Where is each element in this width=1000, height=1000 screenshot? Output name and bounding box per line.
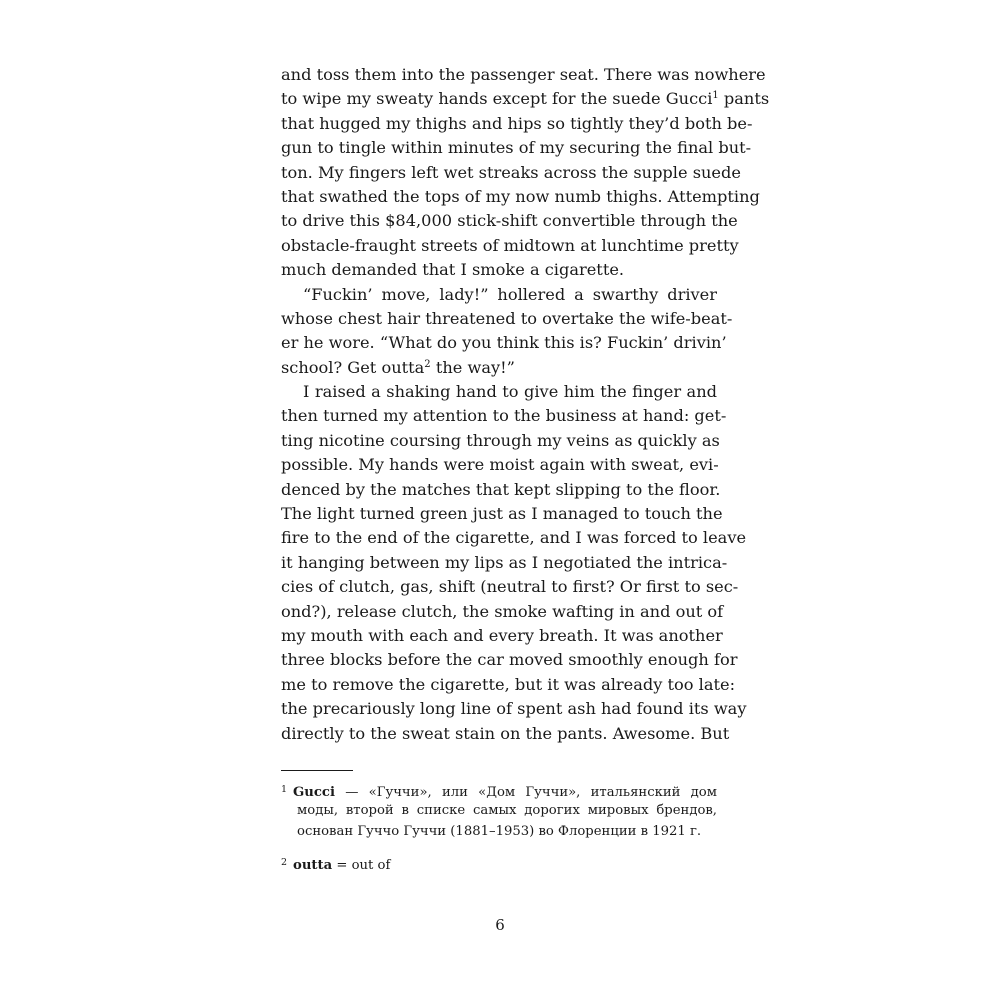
text-line: fire to the end of the cigarette, and I was forced to leave — [281, 528, 747, 548]
text-line: to wipe my sweaty hands except for the suede Gucci$^1$ pants — [281, 89, 770, 109]
text-line: then turned my attention to the business at hand: get- — [281, 406, 727, 426]
text-line: ting nicotine coursing through my veins as quickly as — [281, 430, 720, 450]
text-line: that swathed the tops of my now numb thighs. Attempting — [281, 186, 760, 206]
footnote-number: 2 — [281, 857, 288, 868]
footnote-number: 1 — [281, 784, 288, 795]
text-line: much demanded that I smoke a cigarette. — [281, 260, 625, 280]
footnote-1 — [281, 779, 717, 842]
footnote-line: моды, второй в списке самых дорогих мировых брендов, — [297, 803, 717, 818]
main-text — [281, 63, 770, 746]
footnote-line: $^1$ Gucci — «Гуччи», или «Дом Гуччи», итальянский дом — [281, 784, 717, 800]
text-line: possible. My hands were moist again with sweat, evi- — [281, 455, 719, 475]
text-line: school? Get outta$^2$ the way!” — [281, 357, 515, 377]
text-line: The light turned green just as I managed to touch the — [281, 504, 723, 524]
text-line: me to remove the cigarette, but it was already too late: — [281, 674, 736, 694]
footnote-2 — [281, 852, 717, 873]
text-line: and toss them into the passenger seat. There was nowhere — [281, 65, 766, 84]
footnote-term: Gucci — [293, 785, 335, 800]
text-line: directly to the sweat stain on the pants. Awesome. But — [281, 723, 730, 743]
text-line: ton. My fingers left wet streaks across the supple suede — [281, 162, 741, 182]
text-line: “Fuckin’ move, lady!” hollered a swarthy driver — [303, 284, 717, 304]
text-line: the precariously long line of spent ash had found its way — [281, 699, 747, 719]
text-line: to drive this $84,000 stick-shift convertible through the — [281, 211, 738, 231]
footnote-ref-1[interactable]: 1 — [712, 90, 719, 102]
text-line: I raised a shaking hand to give him the finger and — [303, 382, 717, 402]
text-line: denced by the matches that kept slipping to the floor. — [281, 479, 721, 499]
footnote-line: $^2$ outta = out of — [281, 857, 391, 873]
footnote-ref-2[interactable]: 2 — [424, 358, 431, 370]
text-line: whose chest hair threatened to overtake the wife-beat- — [281, 308, 733, 328]
text-line: er he wore. “What do you think this is? Fuckin’ drivin’ — [281, 333, 727, 353]
text-line: three blocks before the car moved smoothly enough for — [281, 650, 738, 670]
text-line: obstacle-fraught streets of midtown at lunchtime pretty — [281, 235, 739, 255]
text-line: cies of clutch, gas, shift (neutral to first? Or first to sec- — [281, 577, 739, 597]
text-line: that hugged my thighs and hips so tightly they’d both be- — [281, 113, 753, 133]
text-line: ond?), release clutch, the smoke wafting in and out of — [281, 601, 724, 621]
footnote-divider — [281, 770, 353, 771]
text-line: gun to tingle within minutes of my securing the final but- — [281, 138, 752, 158]
text-line: my mouth with each and every breath. It was another — [281, 625, 723, 645]
footnote-line: основан Гуччо Гуччи (1881–1953) во Флоренции в 1921 г. — [297, 824, 702, 839]
page-number: 6 — [495, 916, 505, 934]
footnotes — [281, 779, 717, 873]
footnote-term: outta — [293, 858, 333, 873]
text-line: it hanging between my lips as I negotiated the intrica- — [281, 552, 728, 572]
